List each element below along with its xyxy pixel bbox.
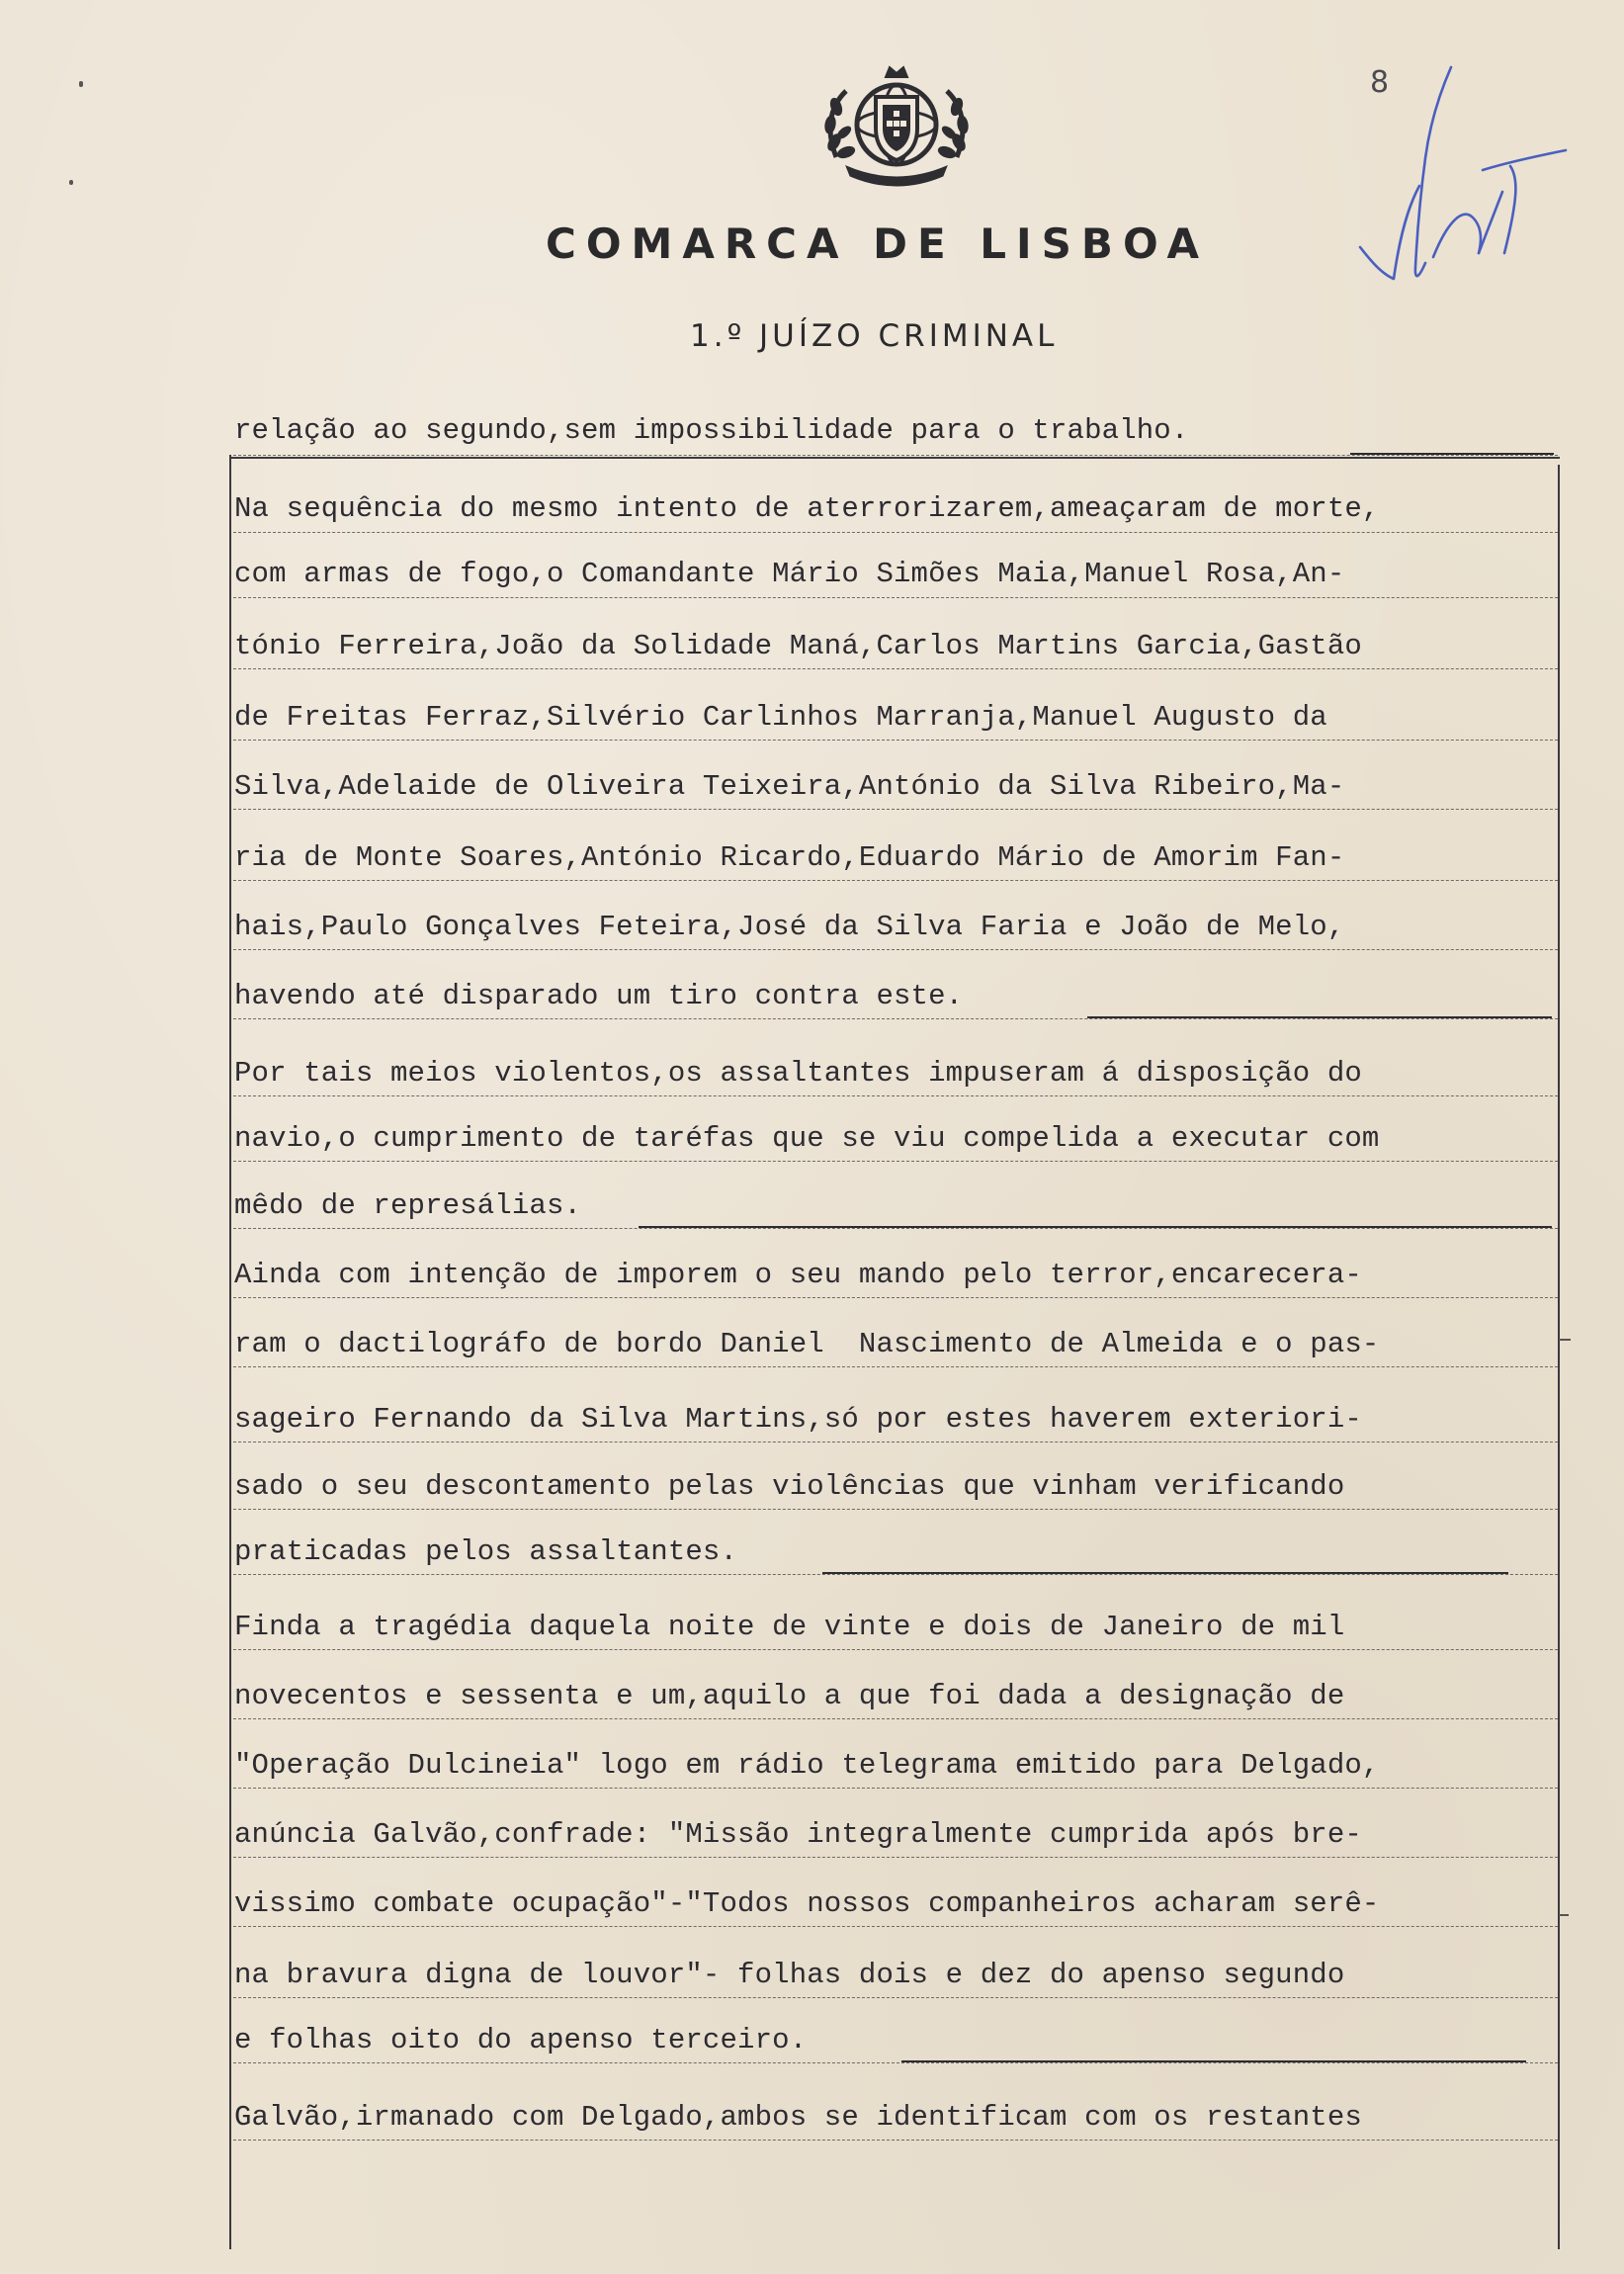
text-line: "Operação Dulcineia" logo em rádio telegrama emitido para Delgado, [234, 1749, 1380, 1782]
ruled-line [233, 880, 1558, 881]
ruled-line [233, 1366, 1558, 1367]
ruled-line [233, 1509, 1558, 1510]
text-line: relação ao segundo,sem impossibilidade para o trabalho. [234, 414, 1189, 447]
frame-right-border [1558, 465, 1560, 2249]
text-line: mêdo de represálias. [234, 1189, 582, 1222]
ruled-line [233, 455, 1558, 456]
fill-line [901, 2060, 1526, 2062]
text-line: Finda a tragédia daquela noite de vinte e dois de Janeiro de mil [234, 1611, 1345, 1643]
text-line: Galvão,irmanado com Delgado,ambos se identificam com os restantes [234, 2101, 1362, 2134]
text-line: vissimo combate ocupação"-"Todos nossos companheiros acharam serê- [234, 1887, 1380, 1920]
text-line: tónio Ferreira,João da Solidade Maná,Carlos Martins Garcia,Gastão [234, 630, 1362, 662]
ruled-line [233, 1857, 1558, 1858]
ruled-line [233, 1095, 1558, 1096]
text-line: ria de Monte Soares,António Ricardo,Eduardo Mário de Amorim Fan- [234, 841, 1345, 874]
ruled-line [233, 949, 1558, 950]
court-title: COMARCA DE LISBOA [546, 219, 1210, 268]
ruled-line [233, 668, 1558, 669]
fill-line [639, 1226, 1552, 1228]
ruled-line [233, 809, 1558, 810]
text-line: na bravura digna de louvor"- folhas dois e dez do apenso segundo [234, 1959, 1345, 1991]
fill-line [1087, 1016, 1552, 1018]
text-line: hais,Paulo Gonçalves Feteira,José da Silva Faria e João de Melo, [234, 911, 1345, 943]
frame-left-border [229, 455, 231, 2249]
text-line: praticadas pelos assaltantes. [234, 1535, 738, 1568]
frame-top-border [229, 457, 1560, 459]
ruled-line [233, 2062, 1558, 2063]
ruled-line [233, 1788, 1558, 1789]
margin-tick [1559, 1914, 1569, 1916]
ruled-line [233, 2140, 1558, 2141]
text-line: navio,o cumprimento de taréfas que se viu compelida a executar com [234, 1122, 1380, 1155]
portuguese-coat-of-arms-icon [816, 63, 977, 188]
ruled-line [233, 1718, 1558, 1719]
text-line: ram o dactilográfo de bordo Daniel Nascimento de Almeida e o pas- [234, 1328, 1380, 1360]
ruled-line [233, 1442, 1558, 1443]
text-line: anúncia Galvão,confrade: "Missão integralmente cumprida após bre- [234, 1818, 1362, 1851]
text-line: sageiro Fernando da Silva Martins,só por estes haverem exteriori- [234, 1403, 1362, 1436]
ruled-line [233, 1574, 1558, 1575]
text-line: Silva,Adelaide de Oliveira Teixeira,António da Silva Ribeiro,Ma- [234, 770, 1345, 803]
ruled-line [233, 1297, 1558, 1298]
text-line: e folhas oito do apenso terceiro. [234, 2024, 808, 2056]
ruled-line [233, 740, 1558, 741]
text-line: havendo até disparado um tiro contra este. [234, 980, 964, 1012]
ruled-line [233, 1926, 1558, 1927]
handwritten-signature-icon [1334, 59, 1591, 346]
fill-line [1350, 453, 1554, 455]
text-line: de Freitas Ferraz,Silvério Carlinhos Marranja,Manuel Augusto da [234, 701, 1327, 734]
court-subtitle: 1.º JUÍZO CRIMINAL [690, 318, 1059, 354]
margin-speck [79, 81, 83, 87]
ruled-line [233, 1997, 1558, 1998]
margin-speck [69, 180, 73, 185]
text-line: com armas de fogo,o Comandante Mário Simões Maia,Manuel Rosa,An- [234, 558, 1345, 590]
ruled-line [233, 1649, 1558, 1650]
ruled-line [233, 1161, 1558, 1162]
text-line: sado o seu descontamento pelas violências que vinham verificando [234, 1470, 1345, 1503]
text-line: novecentos e sessenta e um,aquilo a que foi dada a designação de [234, 1680, 1345, 1712]
text-line: Ainda com intenção de imporem o seu mando pelo terror,encarecera- [234, 1259, 1362, 1291]
ruled-line [233, 1018, 1558, 1019]
ruled-line [233, 597, 1558, 598]
fill-line [822, 1572, 1508, 1574]
text-line: Na sequência do mesmo intento de aterrorizarem,ameaçaram de morte, [234, 492, 1380, 525]
margin-tick [1559, 1339, 1571, 1341]
ruled-line [233, 532, 1558, 533]
page-number: 8 [1370, 65, 1390, 100]
ruled-line [233, 1228, 1558, 1229]
text-line: Por tais meios violentos,os assaltantes impuseram á disposição do [234, 1057, 1362, 1090]
